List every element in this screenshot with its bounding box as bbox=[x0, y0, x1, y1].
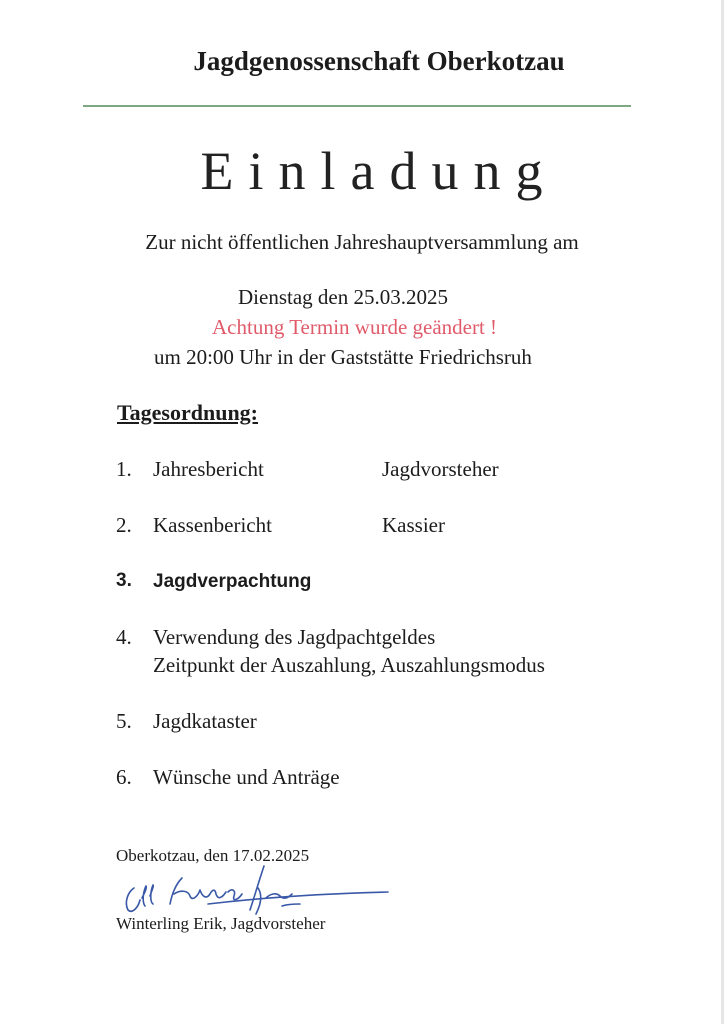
agenda-item-text: Jagdverpachtung bbox=[153, 571, 312, 592]
date-change-notice: Achtung Termin wurde geändert ! bbox=[212, 315, 498, 339]
agenda-item-number: 6. bbox=[116, 765, 132, 789]
organization-name: Jagdgenossenschaft Oberkotzau bbox=[193, 46, 565, 76]
agenda-item-responsible: Jagdvorsteher bbox=[382, 457, 499, 481]
place-and-date: Oberkotzau, den 17.02.2025 bbox=[116, 846, 310, 865]
agenda-item-text-continued: Zeitpunkt der Auszahlung, Auszahlungsmodus bbox=[153, 653, 545, 677]
document-title: Einladung bbox=[200, 141, 558, 201]
agenda-item-number: 3. bbox=[116, 570, 132, 591]
agenda-item-number: 1. bbox=[116, 457, 132, 481]
agenda-item-text: Jahresbericht bbox=[153, 457, 264, 481]
signer-name: Winterling Erik, Jagdvorsteher bbox=[116, 914, 326, 933]
agenda-item-text: Verwendung des Jagdpachtgeldes bbox=[153, 625, 436, 649]
meeting-date: Dienstag den 25.03.2025 bbox=[238, 285, 448, 309]
agenda-heading: Tagesordnung: bbox=[117, 400, 259, 425]
agenda-item-text: Jagdkataster bbox=[153, 709, 257, 733]
agenda-item-number: 2. bbox=[116, 513, 132, 537]
agenda-item-text: Wünsche und Anträge bbox=[153, 765, 340, 789]
meeting-time-location: um 20:00 Uhr in der Gaststätte Friedrichsruh bbox=[154, 345, 532, 369]
agenda-item-number: 4. bbox=[116, 625, 132, 649]
header-rule bbox=[83, 105, 631, 107]
handwritten-signature bbox=[112, 858, 397, 920]
agenda-item-text: Kassenbericht bbox=[153, 513, 272, 537]
agenda-item-responsible: Kassier bbox=[382, 513, 445, 537]
agenda-item-number: 5. bbox=[116, 709, 132, 733]
meeting-subtitle: Zur nicht öffentlichen Jahreshauptversammlung am bbox=[145, 230, 579, 254]
